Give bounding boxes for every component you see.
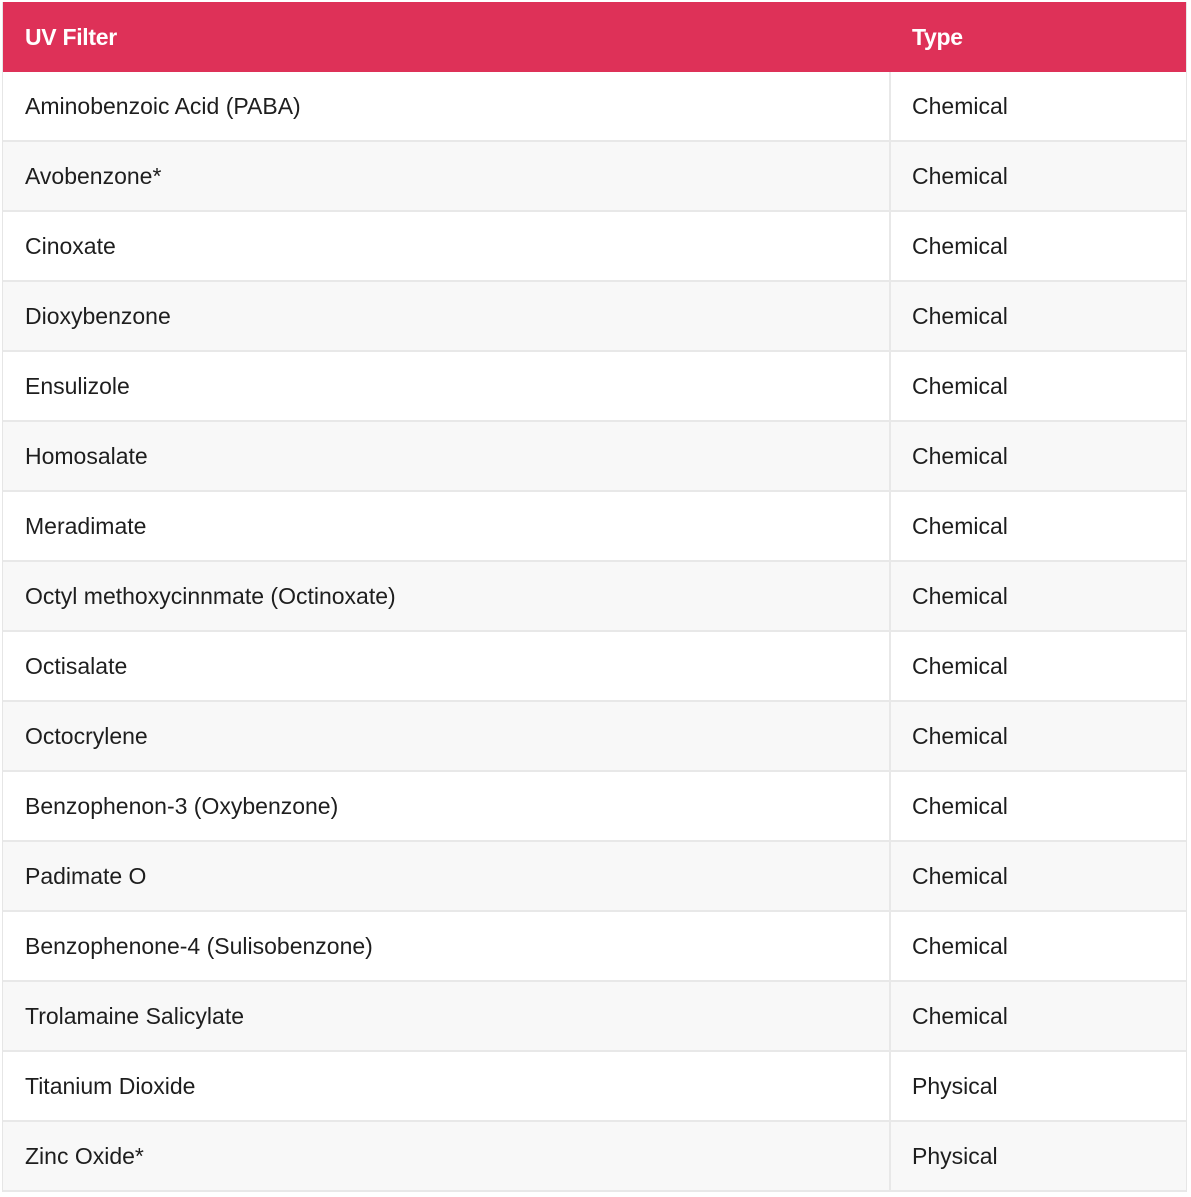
table-row [3,632,1186,702]
filter-cell: Homosalate [3,422,891,490]
filter-cell: Padimate O [3,842,891,910]
filter-cell: Aminobenzoic Acid (PABA) [3,72,891,140]
filter-cell: Octyl methoxycinnmate (Octinoxate) [3,562,891,630]
type-cell: Chemical [912,92,1008,119]
table-header-row [3,2,1186,72]
table-row [3,492,1186,562]
type-cell: Physical [912,1142,998,1169]
filter-cell: Octocrylene [3,702,891,770]
table-row [3,562,1186,632]
type-cell: Chemical [912,792,1008,819]
table-row [3,142,1186,212]
table-row [3,1052,1186,1122]
column-header-type[interactable]: Type [912,23,963,50]
type-cell: Chemical [912,162,1008,189]
filter-cell: Cinoxate [3,212,891,280]
type-cell: Chemical [912,302,1008,329]
type-cell: Physical [912,1072,998,1099]
table-row [3,72,1186,142]
type-cell: Chemical [912,1002,1008,1029]
type-cell: Chemical [912,582,1008,609]
filter-cell: Benzophenone-4 (Sulisobenzone) [3,912,891,980]
filter-cell: Zinc Oxide* [3,1122,891,1190]
table-row [3,772,1186,842]
type-cell: Chemical [912,372,1008,399]
type-cell: Chemical [912,232,1008,259]
table-row [3,912,1186,982]
filter-cell: Meradimate [3,492,891,560]
table-row [3,842,1186,912]
table-row [3,352,1186,422]
uv-filter-table [2,2,1187,1192]
type-cell: Chemical [912,932,1008,959]
type-cell: Chemical [912,652,1008,679]
filter-cell: Titanium Dioxide [3,1052,891,1120]
type-cell: Chemical [912,442,1008,469]
type-cell: Chemical [912,862,1008,889]
filter-cell: Ensulizole [3,352,891,420]
filter-cell: Trolamaine Salicylate [3,982,891,1050]
type-cell: Chemical [912,512,1008,539]
table-row [3,212,1186,282]
type-cell: Chemical [912,722,1008,749]
table-row [3,1122,1186,1192]
filter-cell: Avobenzone* [3,142,891,210]
filter-cell: Dioxybenzone [3,282,891,350]
table-row [3,982,1186,1052]
table-row [3,282,1186,352]
filter-cell: Benzophenon-3 (Oxybenzone) [3,772,891,840]
column-header-uv-filter[interactable]: UV Filter [25,23,117,50]
table-row [3,422,1186,492]
filter-cell: Octisalate [3,632,891,700]
table-row [3,702,1186,772]
